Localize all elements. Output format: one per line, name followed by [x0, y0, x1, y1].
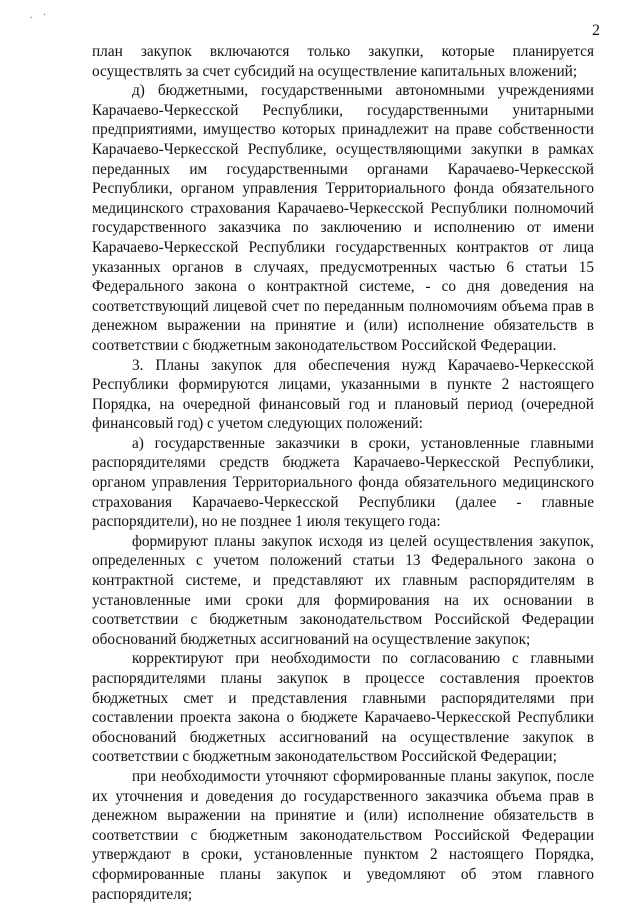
paragraph-form-plans: формируют планы закупок исходя из целей осуществления закупок, определенных с учетом положений статьи 13 Федерального закона о контрактной системе, и представляют их главным распорядителям в установленные ими сроки для формирования на их основании в соответствии с бюджетным законодательством Российской Федерации обоснований бюджетных ассигнований на осуществление закупок;: [92, 532, 594, 648]
paragraph-section-3: 3. Планы закупок для обеспечения нужд Карачаево-Черкесской Республики формируются лицами, указанными в пункте 2 настоящего Порядка, на очередной финансовый год и плановый период (очередной финансовый год) с учетом следующих положений:: [92, 356, 594, 433]
paragraph-correct-plans: корректируют при необходимости по согласованию с главными распорядителями планы закупок в процессе составления проектов бюджетных смет и представления главными распорядителями при составлении проекта закона о бюджете Карачаево-Черкесской Республики обоснований бюджетных ассигнований на осуществление закупок в соответствии с бюджетным законодательством Российской Федерации;: [92, 650, 594, 766]
page-number: 2: [592, 22, 600, 39]
paragraph-refine-plans: при необходимости уточняют сформированные планы закупок, после их уточнения и доведения до государственного заказчика объема прав в денежном выражении на принятие и (или) исполнение обязательств в соответствии с бюджетным законодательством Российской Федерации утверждают в сроки, установленные пунктом 2 настоящего Порядка, сформированные планы закупок и уведомляют об этом главного распорядителя;: [92, 767, 594, 903]
document-body: [92, 42, 594, 904]
paragraph-item-a: а) государственные заказчики в сроки, установленные главными распорядителями средств бюджета Карачаево-Черкесской Республики, органом управления Территориального фонда обязательного медицинского страхования Карачаево-Черкесской Республики (далее - главные распорядители), но не позднее 1 июля текущего года:: [92, 434, 594, 531]
paragraph-continuation: план закупок включаются только закупки, которые планируется осуществлять за счет субсидий на осуществление капитальных вложений;: [92, 43, 594, 80]
paragraph-item-d: д) бюджетными, государственными автономными учреждениями Карачаево-Черкесской Республики, государственными унитарными предприятиями, имущество которых принадлежит на праве собственности Карачаево-Черкесской Республике, осуществляющими закупки в рамках переданных им государственными органами Карачаево-Черкесской Республики, органом управления Территориального фонда обязательного медицинского страхования Карачаево-Черкесской Республики полномочий государственного заказчика по заключению и исполнению от имени Карачаево-Черкесской Республики государственных контрактов от лица указанных органов в случаях, предусмотренных частью 6 статьи 15 Федерального закона о контрактной системе, - со дня доведения на соответствующий лицевой счет по переданным полномочиям объема прав в денежном выражении на принятие и (или) исполнение обязательств в соответствии с бюджетным законодательством Российской Федерации.: [92, 82, 594, 354]
scan-marks: . ·: [30, 10, 51, 21]
